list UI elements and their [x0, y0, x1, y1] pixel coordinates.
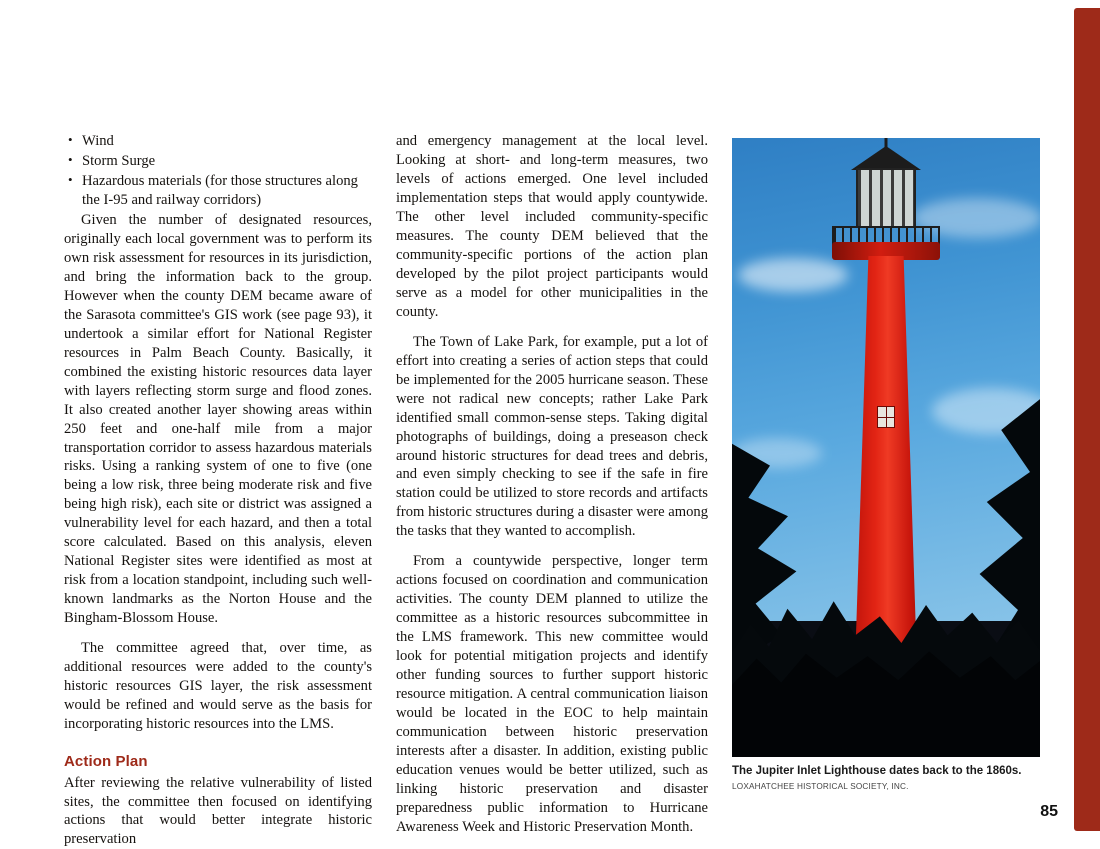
- paragraph-action-plan-intro: After reviewing the relative vulnerability of listed sites, the committee then focused on identifying actions that would better integrate historic preservation: [64, 774, 372, 848]
- paragraph-lake-park: The Town of Lake Park, for example, put a lot of effort into creating a series of action steps that could be implemented for the 2005 hurricane season. These were not radical new concepts; rather Lake Park identified small common-sense steps. Taking digital photographs of buildings, doing a preseason check around historic structures for dead trees and debris, and even simply checking to see if the safe in fire station could be utilized to store records and artifacts from historic structures during a disaster were among the tasks that they wanted to accomplish.: [396, 333, 708, 540]
- chapter-edge-tab-label: [1084, 0, 1096, 48]
- list-item: [64, 152, 372, 171]
- text-column-right: [396, 132, 708, 837]
- tower-window: [877, 406, 895, 428]
- chapter-edge-tab: [1074, 8, 1100, 831]
- cloud: [738, 258, 848, 292]
- text-column-left: [64, 132, 372, 849]
- lighthouse-photo: [732, 138, 1040, 757]
- bullet-text: Hazardous materials (for those structures along the I-95 and railway corridors): [82, 172, 358, 208]
- paragraph-committee-agreement: The committee agreed that, over time, as additional resources were added to the county's historic resources GIS layer, the risk assessment would be refined and would serve as the basis for incorporating historic resources into the LMS.: [64, 640, 372, 733]
- lantern-room: [856, 168, 916, 228]
- bullet-text: Wind: [82, 133, 114, 149]
- paragraph-risk-assessment: Given the number of designated resources, originally each local government was to perform its own risk assessment for resources in its jurisdiction, and bring the information back to the group. However when the county DEM became aware of the Sarasota committee's GIS work (see page 93), it undertook a similar effort for National Register resources in Palm Beach County. Basically, it combined the existing historic resources data layer with layers reflecting storm surge and flood zones. It also created another layer showing areas within 250 feet and one-half mile from a major transportation corridor to assess hazardous materials risks. Using a ranking system of one to five (one being a low risk, three being moderate risk and five being high risk), each site or district was assigned a vulnerability level for each hazard, and then a total score calculated. Based on this analysis, eleven National Register sites were identified as most at risk from a location standpoint, including such well-known landmarks as the Norton House and the Bingham-Blossom House.: [64, 211, 372, 627]
- page-number: 85: [1040, 803, 1058, 820]
- figure-lighthouse: [732, 138, 1040, 757]
- list-item: [64, 172, 372, 210]
- bullet-text: Storm Surge: [82, 152, 156, 169]
- figure-caption: The Jupiter Inlet Lighthouse dates back to the 1860s.: [732, 765, 1022, 777]
- hazard-bullet-list: [64, 132, 372, 210]
- figure-credit: LOXAHATCHEE HISTORICAL SOCIETY, INC.: [732, 782, 909, 791]
- paragraph-countywide-actions: From a countywide perspective, longer term actions focused on coordination and communication activities. The county DEM planned to utilize the committee as a historic resources subcommittee in the LMS framework. This new committee would look for potential mitigation projects and identify other funding sources to further support historic resource mitigation. A central communication liaison would be located in the EOC to help maintain communication between historic preservation interests after a disaster. In addition, existing public education venues would be better utilized, such as linking historic preservation and disaster preparedness public information to Hurricane Awareness Week and Historic Preservation Month.: [396, 553, 708, 835]
- section-heading-action-plan: Action Plan: [64, 753, 148, 771]
- paragraph-emergency-management: and emergency management at the local level. Looking at short- and long-term measures, two levels of actions emerged. One level included implementation steps that would apply countywide. The other level included community-specific measures. The county DEM believed that the community-specific portions of the action plan developed by the pilot project participants would serve as a model for other municipalities in the county.: [396, 133, 708, 320]
- list-item: [64, 132, 372, 151]
